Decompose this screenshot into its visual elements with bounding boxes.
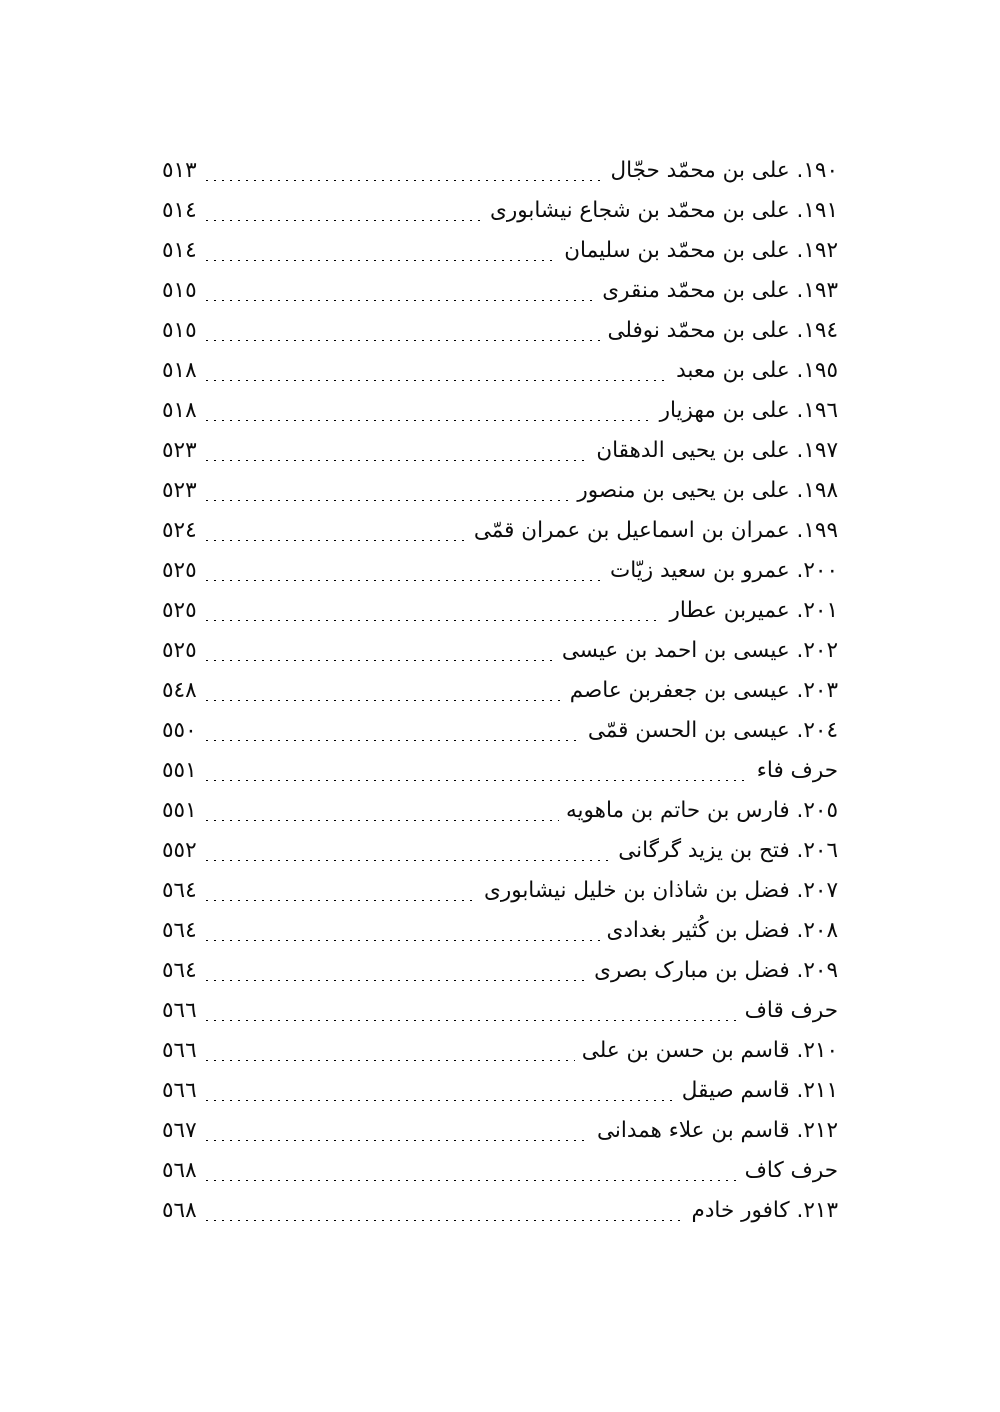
dot-leader: [203, 380, 669, 381]
toc-entry-title: ٢١١. قاسم صیقل: [681, 1078, 838, 1103]
dot-leader: [203, 500, 571, 501]
toc-page-number: ٥٦٨: [162, 1198, 197, 1223]
toc-page-number: ٥٥٠: [162, 718, 197, 743]
dot-leader: [203, 420, 653, 421]
toc-section-title: حرف فاء: [756, 758, 838, 783]
toc-page-number: ٥٢٥: [162, 558, 197, 583]
toc-page-number: ٥٥١: [162, 758, 197, 783]
toc-page-number: ٥١٥: [162, 318, 197, 343]
toc-page-number: ٥١٣: [162, 158, 197, 183]
dot-leader: [203, 1100, 675, 1101]
dot-leader: [203, 860, 612, 861]
dot-leader: [203, 340, 601, 341]
toc-entry-row[interactable]: [162, 798, 838, 838]
toc-entry-title: ٢١٣. کافور خادم: [691, 1198, 838, 1223]
dot-leader: [203, 820, 559, 821]
toc-entry-row[interactable]: [162, 1078, 838, 1118]
toc-entry-row[interactable]: [162, 1038, 838, 1078]
toc-page-number: ٥٦٧: [162, 1118, 197, 1143]
toc-entry-row[interactable]: [162, 878, 838, 918]
toc-page-number: ٥٥٢: [162, 838, 197, 863]
dot-leader: [203, 1180, 738, 1181]
toc-entry-title: ١٩٠. علی بن محمّد حجّال: [610, 158, 838, 183]
toc-entry-row[interactable]: [162, 958, 838, 998]
toc-page-number: ٥١٨: [162, 398, 197, 423]
toc-entry-title: ١٩٧. علی بن یحیی الدهقان: [596, 438, 838, 463]
toc-entry-row[interactable]: [162, 1118, 838, 1158]
dot-leader: [203, 700, 563, 701]
toc-entry-row[interactable]: [162, 278, 838, 318]
toc-page-number: ٥٢٥: [162, 638, 197, 663]
dot-leader: [203, 1020, 738, 1021]
toc-section-title: حرف قاف: [744, 998, 838, 1023]
toc-entry-row[interactable]: [162, 398, 838, 438]
toc-page-number: ٥٥١: [162, 798, 197, 823]
dot-leader: [203, 180, 604, 181]
toc-entry-row[interactable]: [162, 838, 838, 878]
toc-entry-row[interactable]: [162, 198, 838, 238]
toc-entry-title: ٢٠٢. عیسی بن احمد بن عیسی: [561, 638, 838, 663]
dot-leader: [203, 1220, 685, 1221]
toc-page-number: ٥٦٦: [162, 1078, 197, 1103]
dot-leader: [203, 300, 596, 301]
dot-leader: [203, 260, 558, 261]
toc-entry-row[interactable]: [162, 518, 838, 558]
toc-page-number: ٥٢٣: [162, 438, 197, 463]
dot-leader: [203, 1140, 590, 1141]
toc-page-number: ٥٢٤: [162, 518, 197, 543]
toc-entry-title: ٢٠٨. فضل بن کُثیر بغدادی: [606, 918, 838, 943]
toc-page-number: ٥٦٤: [162, 878, 197, 903]
dot-leader: [203, 900, 477, 901]
toc-section-row[interactable]: [162, 1158, 838, 1198]
toc-entry-row[interactable]: [162, 678, 838, 718]
toc-page-number: ٥١٥: [162, 278, 197, 303]
toc-page-number: ٥٤٨: [162, 678, 197, 703]
toc-entry-title: ٢١٠. قاسم بن حسن بن علی: [581, 1038, 838, 1063]
dot-leader: [203, 940, 600, 941]
toc-entry-title: ١٩٨. علی بن یحیی بن منصور: [577, 478, 838, 503]
toc-entry-title: ٢١٢. قاسم بن علاء همدانی: [596, 1118, 838, 1143]
dot-leader: [203, 620, 663, 621]
toc-entry-row[interactable]: [162, 598, 838, 638]
toc-entry-title: ٢٠٥. فارس بن حاتم بن ماهویه: [566, 798, 838, 823]
toc-page-number: ٥٦٤: [162, 918, 197, 943]
dot-leader: [203, 980, 587, 981]
dot-leader: [203, 740, 581, 741]
toc-entry-row[interactable]: [162, 718, 838, 758]
toc-entry-title: ١٩١. علی بن محمّد بن شجاع نیشابوری: [490, 198, 838, 223]
toc-page-number: ٥٦٦: [162, 998, 197, 1023]
toc-entry-title: ١٩٥. علی بن معبد: [676, 358, 838, 383]
toc-page-number: ٥١٤: [162, 238, 197, 263]
toc-page-number: ٥٦٨: [162, 1158, 197, 1183]
toc-entry-row[interactable]: [162, 558, 838, 598]
toc-entry-title: ٢٠٤. عیسی بن الحسن قمّی: [587, 718, 838, 743]
toc-entry-title: ٢٠٦. فتح بن یزید گرگانی: [618, 838, 838, 863]
dot-leader: [203, 460, 590, 461]
toc-entry-title: ١٩٢. علی بن محمّد بن سلیمان: [564, 238, 838, 263]
toc-entry-title: ٢٠١. عمیربن عطار: [669, 598, 838, 623]
toc-page-number: ٥١٨: [162, 358, 197, 383]
toc-page-number: ٥٦٤: [162, 958, 197, 983]
dot-leader: [203, 660, 555, 661]
toc-entry-title: ٢٠٣. عیسی بن جعفربن عاصم: [569, 678, 838, 703]
dot-leader: [203, 1060, 575, 1061]
toc-entry-row[interactable]: [162, 238, 838, 278]
toc-entry-row[interactable]: [162, 1198, 838, 1238]
toc-entry-title: ٢٠٧. فضل بن شاذان بن خلیل نیشابوری: [484, 878, 838, 903]
dot-leader: [203, 580, 603, 581]
toc-entry-row[interactable]: [162, 478, 838, 518]
toc-entry-row[interactable]: [162, 158, 838, 198]
toc-page-number: ٥٢٥: [162, 598, 197, 623]
dot-leader: [203, 220, 483, 221]
toc-section-row[interactable]: [162, 998, 838, 1038]
toc-entry-row[interactable]: [162, 438, 838, 478]
toc-entry-title: ١٩٣. علی بن محمّد منقری: [602, 278, 838, 303]
toc-entry-title: ١٩٩. عمران بن اسماعیل بن عمران قمّی: [473, 518, 838, 543]
toc-entry-title: ٢٠٠. عمرو بن سعید زیّات: [610, 558, 838, 583]
toc-section-row[interactable]: [162, 758, 838, 798]
toc-page-number: ٥٦٦: [162, 1038, 197, 1063]
toc-entry-row[interactable]: [162, 318, 838, 358]
toc-entry-title: ١٩٤. علی بن محمّد نوفلی: [607, 318, 838, 343]
toc-entry-row[interactable]: [162, 918, 838, 958]
dot-leader: [203, 540, 467, 541]
dot-leader: [203, 780, 750, 781]
toc-entry-title: ١٩٦. علی بن مهزیار: [659, 398, 838, 423]
toc-section-title: حرف کاف: [744, 1158, 838, 1183]
toc-page-number: ٥١٤: [162, 198, 197, 223]
toc-entry-title: ٢٠٩. فضل بن مبارک بصری: [594, 958, 838, 983]
toc-page-number: ٥٢٣: [162, 478, 197, 503]
toc-list: [162, 158, 838, 1238]
toc-entry-row[interactable]: [162, 358, 838, 398]
toc-entry-row[interactable]: [162, 638, 838, 678]
